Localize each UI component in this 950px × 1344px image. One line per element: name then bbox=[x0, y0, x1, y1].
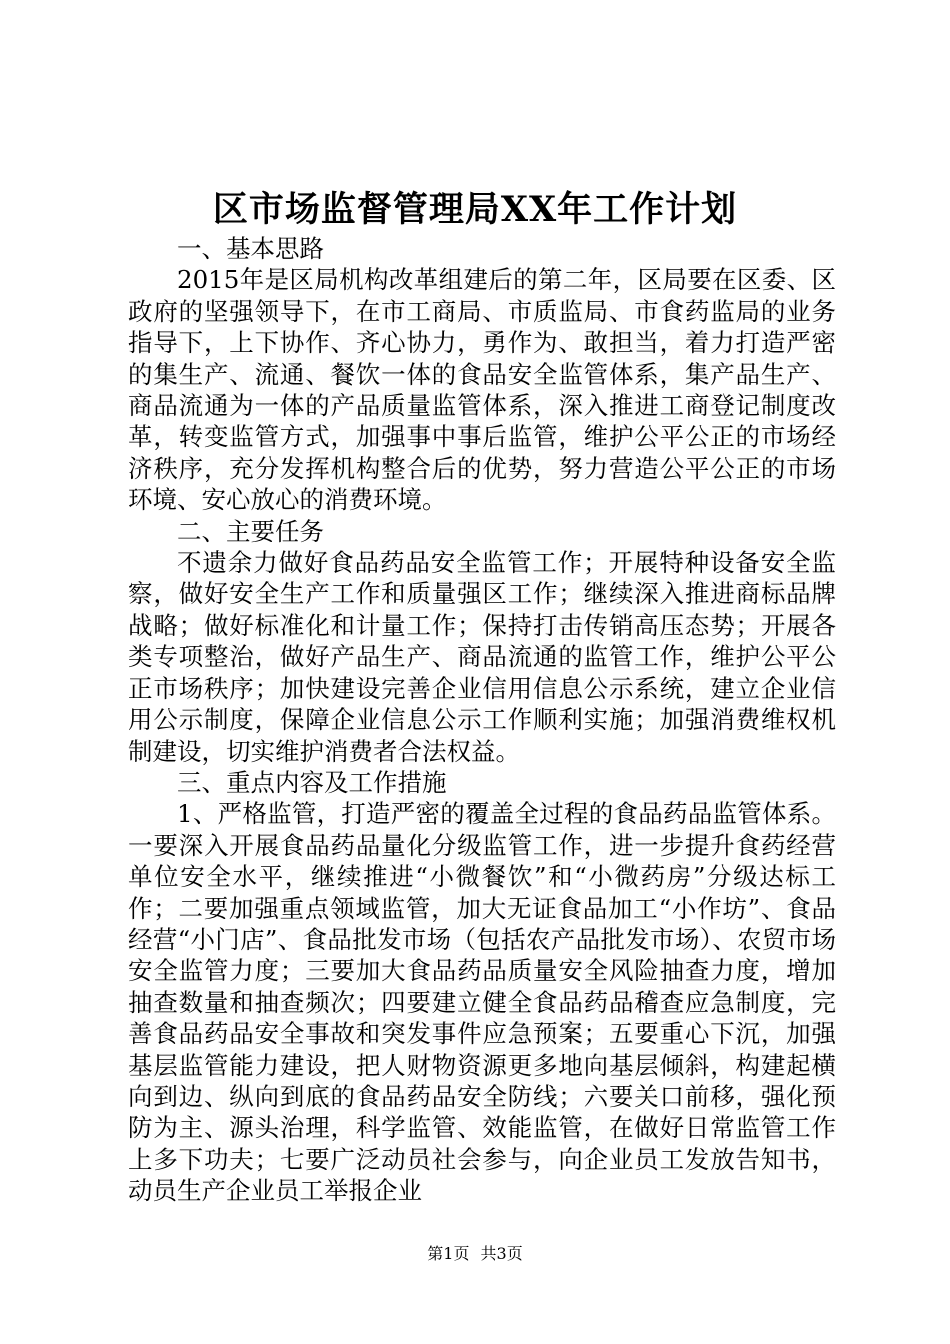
page-total: 共3页 bbox=[480, 1244, 523, 1263]
section-heading-basic-ideas: 一、基本思路 bbox=[177, 234, 324, 263]
paragraph-main-tasks: 不遗余力做好食品药品安全监管工作；开展特种设备安全监察，做好安全生产工作和质量强区工作；继续深入推进商标品牌战略；做好标准化和计量工作；保持打击传销高压态势；开展各类专项整治，做好产品生产、商品流通的监管工作，维护公平公正市场秩序；加快建设完善企业信用信息公示系统，建立企业信用公示制度，保障企业信息公示工作顺利实施；加强消费维权机制建设，切实维护消费者合法权益。 bbox=[128, 548, 836, 766]
paragraph-key-measures: 1、严格监管，打造严密的覆盖全过程的食品药品监管体系。一要深入开展食品药品量化分级监管工作，进一步提升食药经营单位安全水平，继续推进“小微餐饮”和“小微药房”分级达标工作；二要加强重点领域监管，加大无证食品加工“小作坊”、食品经营“小门店”、食品批发市场（包括农产品批发市场）、农贸市场安全监管力度；三要加大食品药品质量安全风险抽查力度，增加抽查数量和抽查频次；四要建立健全食品药品稽查应急制度，完善食品药品安全事故和突发事件应急预案；五要重心下沉，加强基层监管能力建设，把人财物资源更多地向基层倾斜，构建起横向到边、纵向到底的食品药品安全防线；六要关口前移，强化预防为主、源头治理，科学监管、效能监管，在做好日常监管工作上多下功夫；七要广泛动员社会参与，向企业员工发放告知书，动员生产企业员工举报企业 bbox=[128, 799, 836, 1206]
page-footer bbox=[0, 1243, 950, 1265]
section-heading-main-tasks: 二、主要任务 bbox=[177, 516, 324, 546]
page-number: 第1页 bbox=[427, 1244, 470, 1263]
paragraph-basic-ideas: 2015年是区局机构改革组建后的第二年，区局要在区委、区政府的坚强领导下，在市工商局、市质监局、市食药监局的业务指导下，上下协作、齐心协力，勇作为、敢担当，着力打造严密的集生产、流通、餐饮一体的食品安全监管体系，集产品生产、商品流通为一体的产品质量监管体系，深入推进工商登记制度改革，转变监管方式，加强事中事后监管，维护公平公正的市场经济秩序，充分发挥机构整合后的优势，努力营造公平公正的市场环境、安心放心的消费环境。 bbox=[128, 265, 836, 515]
section-heading-key-measures: 三、重点内容及工作措施 bbox=[177, 767, 447, 797]
document-body bbox=[128, 233, 836, 1207]
document-title: 区市场监督管理局XX年工作计划 bbox=[212, 189, 738, 230]
